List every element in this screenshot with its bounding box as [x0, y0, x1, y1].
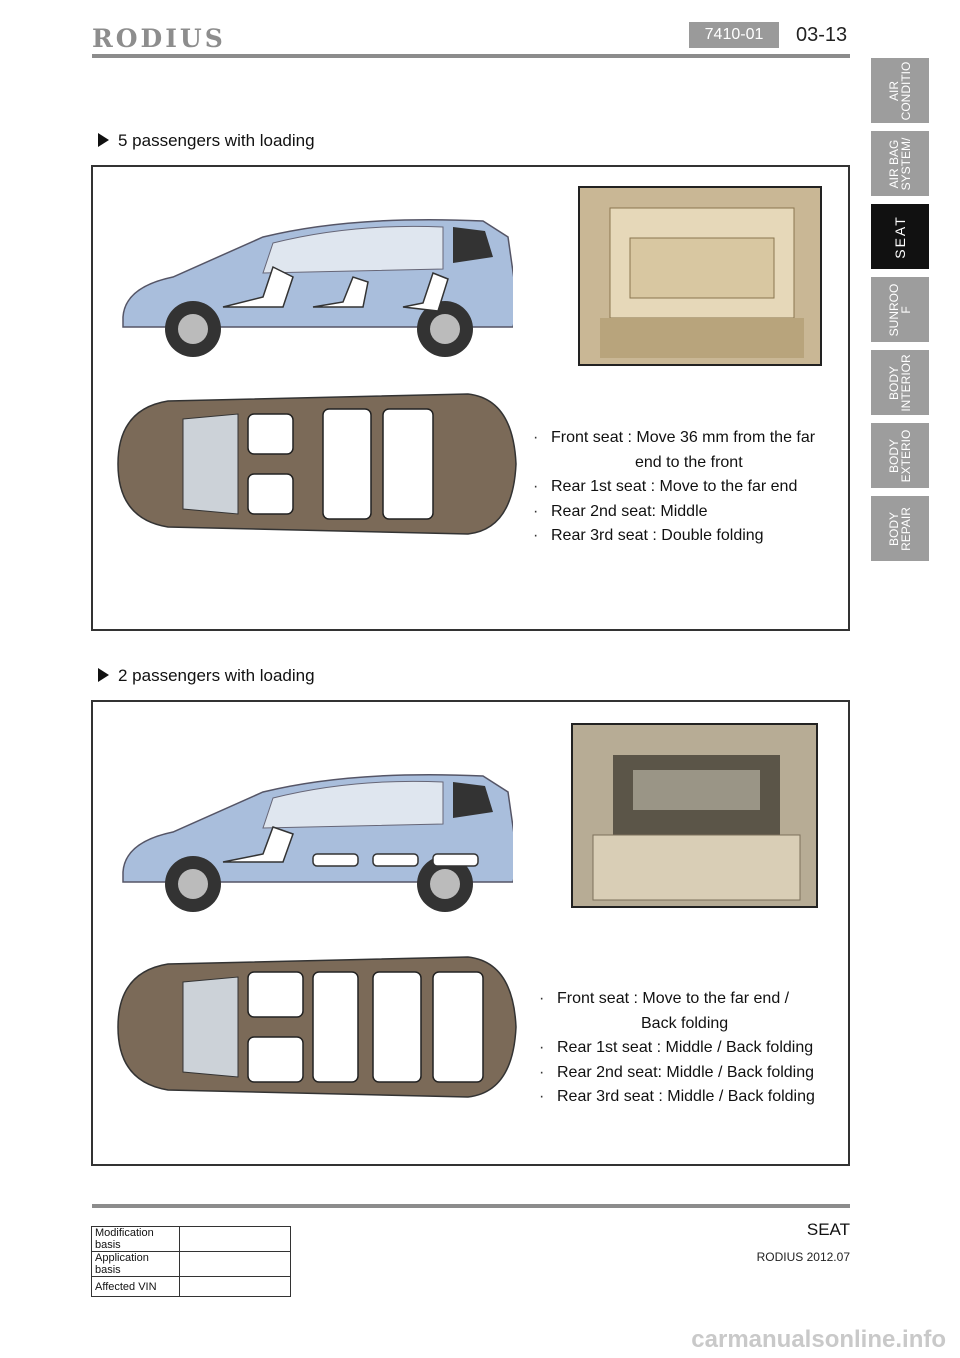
tab-seat[interactable]: SEAT [871, 204, 929, 269]
seat-position-notes-2-passengers [539, 987, 815, 1110]
header-divider [92, 54, 850, 58]
table-label: Application basis [92, 1252, 180, 1277]
side-view-car-illustration [113, 762, 513, 922]
section-title-2-passengers: 2 passengers with loading [98, 666, 315, 686]
document-code: 7410-01 [689, 22, 779, 48]
footer-section-name: SEAT [806, 1220, 850, 1239]
table-value [180, 1227, 291, 1252]
table-row [92, 1227, 291, 1252]
folded-interior-photo [571, 723, 818, 908]
footer-edition: RODIUS 2012.07 [756, 1250, 850, 1264]
tab-air-bag-system[interactable]: AIR BAG SYSTEM/ [871, 131, 929, 196]
note-rear-2nd-seat: · Rear 2nd seat: Middle / Back folding [539, 1061, 815, 1086]
note-rear-2nd-seat: · Rear 2nd seat: Middle [533, 500, 815, 525]
note-rear-1st-seat: · Rear 1st seat : Middle / Back folding [539, 1036, 815, 1061]
modification-table [91, 1226, 291, 1297]
tab-body-interior[interactable]: BODY INTERIOR [871, 350, 929, 415]
top-view-car-illustration [108, 379, 518, 549]
note-rear-3rd-seat: · Rear 3rd seat : Double folding [533, 524, 815, 549]
page-number: 03-13 [796, 24, 848, 46]
brand-logo: RODIUS [92, 24, 226, 53]
side-view-car-illustration [113, 207, 513, 367]
tab-body-repair[interactable]: BODY REPAIR [871, 496, 929, 561]
note-front-seat: · Front seat : Move 36 mm from the far end to the front [533, 426, 815, 475]
note-rear-3rd-seat: · Rear 3rd seat : Middle / Back folding [539, 1085, 815, 1110]
note-front-seat: · Front seat : Move to the far end / Back folding [539, 987, 815, 1036]
seat-position-notes-5-passengers [533, 426, 815, 549]
section-title-5-passengers: 5 passengers with loading [98, 131, 315, 151]
footer-divider [92, 1204, 850, 1208]
triangle-bullet-icon [98, 133, 109, 147]
note-rear-1st-seat: · Rear 1st seat : Move to the far end [533, 475, 815, 500]
tab-body-exterior[interactable]: BODY EXTERIO [871, 423, 929, 488]
table-value [180, 1252, 291, 1277]
seat-layout-panel-2-passengers [91, 700, 850, 1166]
table-row [92, 1277, 291, 1297]
table-row [92, 1252, 291, 1277]
seat-layout-panel-5-passengers [91, 165, 850, 631]
tab-sunroof[interactable]: SUNROO F [871, 277, 929, 342]
table-label: Modification basis [92, 1227, 180, 1252]
top-view-car-illustration [108, 942, 518, 1112]
watermark: carmanualsonline.info [691, 1326, 946, 1353]
triangle-bullet-icon [98, 668, 109, 682]
table-value [180, 1277, 291, 1297]
table-label: Affected VIN [92, 1277, 180, 1297]
cargo-area-photo [578, 186, 822, 366]
tab-air-conditioning[interactable]: AIR CONDITIO [871, 58, 929, 123]
